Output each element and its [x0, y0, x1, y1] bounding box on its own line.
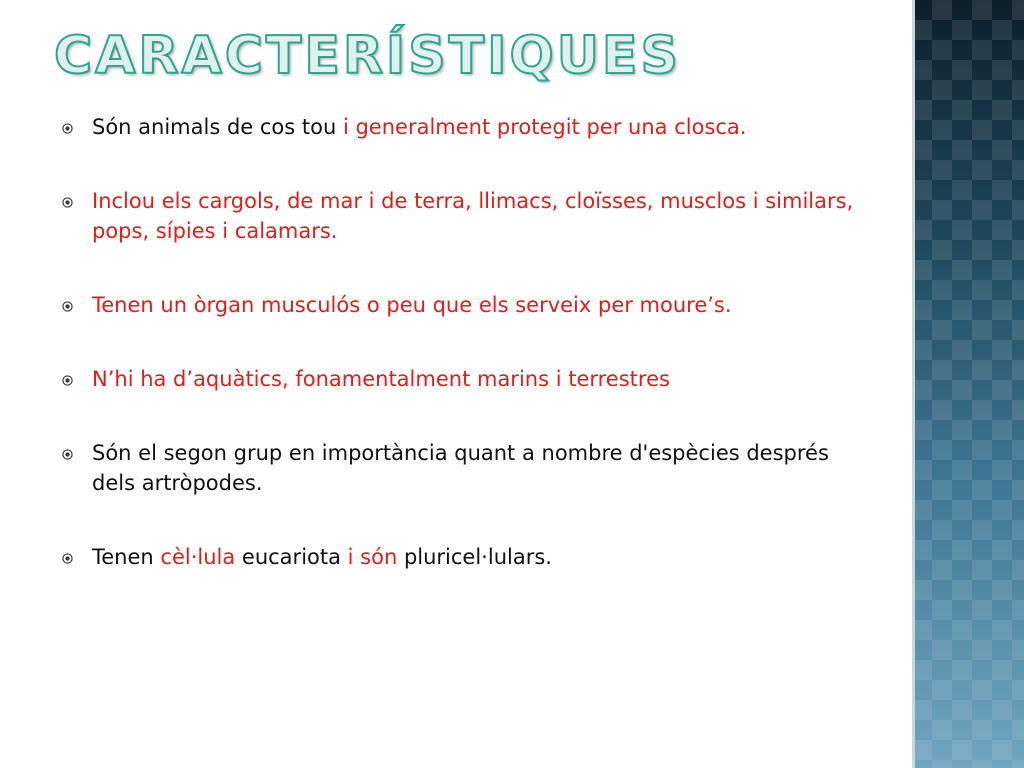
bullet-item	[62, 542, 862, 572]
target-bullet-icon	[62, 553, 73, 564]
bullet-text-segment: eucariota	[235, 545, 348, 569]
target-bullet-icon	[62, 301, 73, 312]
target-bullet-icon	[62, 375, 73, 386]
bullet-text-segment: cèl·lula	[160, 545, 236, 569]
slide-title: CARACTERÍSTIQUES	[54, 26, 681, 86]
bullet-text-segment: Tenen un òrgan musculós o peu que els serveix per moure’s.	[92, 293, 732, 317]
bullet-text-segment: Tenen	[92, 545, 161, 569]
bullet-text-segment: i generalment protegit per una closca.	[342, 115, 747, 139]
bullet-item	[62, 186, 862, 246]
bullet-list	[62, 112, 862, 572]
bullet-text-segment: pluricel·lulars.	[397, 545, 552, 569]
target-bullet-icon	[62, 449, 73, 460]
bullet-item	[62, 364, 862, 394]
bullet-text-segment: Inclou els cargols, de mar i de terra, llimacs, cloïsses, musclos i similars, pops, sípies i calamars.	[92, 189, 854, 243]
bullet-item	[62, 438, 862, 498]
decorative-sidebar	[912, 0, 1024, 768]
bullet-text-segment: Són el segon grup en importància quant a nombre d'espècies després dels artròpodes.	[92, 441, 829, 495]
target-bullet-icon	[62, 197, 73, 208]
target-bullet-icon	[62, 123, 73, 134]
bullet-item	[62, 112, 862, 142]
bullet-text-segment: N’hi ha d’aquàtics, fonamentalment marins i terrestres	[92, 367, 670, 391]
sidebar-divider	[912, 0, 915, 768]
bullet-item	[62, 290, 862, 320]
bullet-text-segment: i són	[347, 545, 398, 569]
bullet-text-segment: Són animals de cos tou	[92, 115, 343, 139]
